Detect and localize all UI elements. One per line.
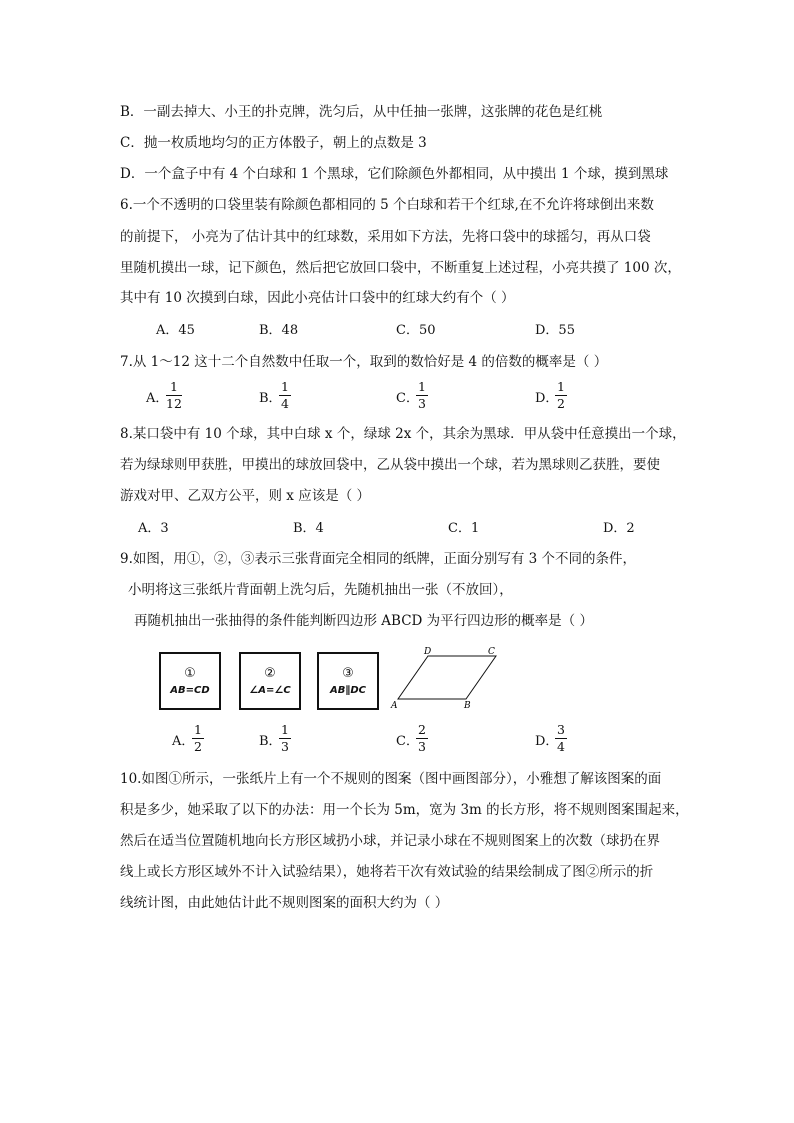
question-6-line-4: 其中有 10 次摸到白球，因此小亮估计口袋中的红球大约有个（ ） — [120, 290, 515, 306]
question-10-line-1: 10.如图①所示，一张纸片上有一个不规则的图案（图中画图部分），小雅想了解该图案的面 — [120, 771, 662, 787]
q7-option-a-letter: A． — [146, 391, 169, 406]
q9-option-a-letter: A． — [172, 734, 195, 749]
q6-option-b: B．48 — [259, 323, 299, 338]
option-c-text: C．抛一枚质地均匀的正方体骰子，朝上的点数是 3 — [120, 135, 427, 151]
q7-option-c-fraction — [416, 380, 428, 411]
question-8-line-2: 若为绿球则甲获胜，甲摸出的球放回袋中，乙从袋中摸出一个球，若为黑球则乙获胜，要使 — [120, 457, 660, 473]
vertex-b-label: B — [464, 701, 471, 710]
q7-a-numerator: 1 — [169, 379, 178, 394]
q9-c-numerator: 2 — [418, 722, 426, 737]
q9-d-denominator: 4 — [557, 739, 565, 754]
question-10-line-5: 线统计图，由此她估计此不规则图案的面积大约为（ ） — [120, 895, 449, 911]
vertex-a-label: A — [391, 701, 398, 710]
option-d-text: D．一个盒子中有 4 个白球和 1 个黑球，它们除颜色外都相同，从中摸出 1 个球，摸到黑球 — [120, 166, 669, 182]
card-2 — [239, 652, 301, 710]
q8-option-a: A．3 — [138, 521, 169, 536]
q9-option-b-letter: B． — [259, 734, 282, 749]
q9-option-c-fraction — [416, 723, 428, 754]
q6-option-d: D．55 — [535, 323, 575, 338]
question-8-line-1: 8.某口袋中有 10 个球，其中白球 x 个，绿球 2x 个，其余为黑球．甲从袋中任意摸出一个球， — [120, 426, 686, 442]
question-10-line-4: 线上或长方形区域外不计入试验结果），她将若干次有效试验的结果绘制成了图②所示的折 — [120, 864, 654, 880]
q9-b-denominator: 3 — [281, 739, 289, 754]
card-1-condition: AB=CD — [170, 685, 210, 696]
q9-a-numerator: 1 — [194, 722, 202, 737]
question-9-line-3: 再随机抽出一张抽得的条件能判断四边形 ABCD 为平行四边形的概率是（ ） — [134, 613, 593, 629]
q7-option-d-letter: D． — [535, 391, 559, 406]
q9-option-b-fraction — [279, 723, 291, 754]
card-2-number: ② — [264, 666, 276, 681]
q7-b-numerator: 1 — [281, 379, 289, 394]
q6-option-c: C．50 — [396, 323, 436, 338]
q7-d-numerator: 1 — [557, 379, 565, 394]
card-3-number: ③ — [342, 666, 354, 681]
question-10-line-3: 然后在适当位置随机地向长方形区域扔小球，并记录小球在不规则图案上的次数（球扔在界 — [120, 833, 660, 849]
q9-c-denominator: 3 — [418, 739, 426, 754]
q7-option-a-fraction — [166, 380, 182, 411]
q7-option-c-letter: C． — [396, 391, 419, 406]
card-3-condition: AB∥DC — [329, 685, 366, 696]
question-10-line-2: 积是多少，她采取了以下的办法：用一个长为 5m，宽为 3m 的长方形，将不规则图案围起来， — [120, 802, 689, 818]
q9-option-d-letter: D． — [535, 734, 559, 749]
question-9-line-2: 小明将这三张纸片背面朝上洗匀后，先随机抽出一张（不放回）， — [128, 582, 513, 598]
card-2-condition: ∠A=∠C — [249, 685, 291, 696]
card-3 — [317, 652, 379, 710]
q7-b-denominator: 4 — [281, 396, 289, 411]
card-1-number: ① — [184, 666, 196, 681]
question-8-line-3: 游戏对甲、乙双方公平，则 x 应该是（ ） — [120, 488, 370, 504]
q7-option-b-letter: B． — [259, 391, 282, 406]
q7-option-b-fraction — [279, 380, 291, 411]
question-6-line-2: 的前提下， 小亮为了估计其中的红球数，采用如下方法，先将口袋中的球摇匀，再从口袋 — [120, 229, 651, 245]
vertex-d-label: D — [424, 647, 432, 657]
q8-option-c: C．1 — [448, 521, 480, 536]
q7-c-denominator: 3 — [418, 396, 426, 411]
question-6-line-3: 里随机摸出一球，记下颜色，然后把它放回口袋中，不断重复上述过程，小亮共摸了 100 次， — [120, 260, 681, 276]
q9-option-a-fraction — [192, 723, 204, 754]
question-6-line-1: 6.一个不透明的口袋里装有除颜色都相同的 5 个白球和若干个红球,在不允许将球倒出来数 — [120, 197, 654, 213]
q9-a-denominator: 2 — [194, 739, 202, 754]
card-1 — [159, 652, 221, 710]
parallelogram-abcd-figure — [388, 644, 508, 710]
q7-option-d-fraction — [555, 380, 567, 411]
q9-option-c-letter: C． — [396, 734, 419, 749]
q8-option-b: B．4 — [293, 521, 324, 536]
vertex-c-label: C — [488, 647, 495, 657]
q9-option-d-fraction — [555, 723, 567, 754]
q7-d-denominator: 2 — [557, 396, 565, 411]
option-b-text: B．一副去掉大、小王的扑克牌，洗匀后，从中任抽一张牌，这张牌的花色是红桃 — [120, 104, 603, 120]
q7-a-denominator: 12 — [166, 396, 182, 411]
q8-option-d: D．2 — [603, 521, 635, 536]
question-9-line-1: 9.如图，用①，②，③表示三张背面完全相同的纸牌，正面分别写有 3 个不同的条件， — [120, 551, 637, 567]
parallelogram-shape — [398, 656, 496, 699]
q9-d-numerator: 3 — [557, 722, 565, 737]
q9-b-numerator: 1 — [281, 722, 289, 737]
q6-option-a: A．45 — [156, 323, 195, 338]
q7-c-numerator: 1 — [418, 379, 426, 394]
question-7: 7.从 1～12 这十二个自然数中任取一个，取到的数恰好是 4 的倍数的概率是（ ） — [120, 354, 608, 370]
